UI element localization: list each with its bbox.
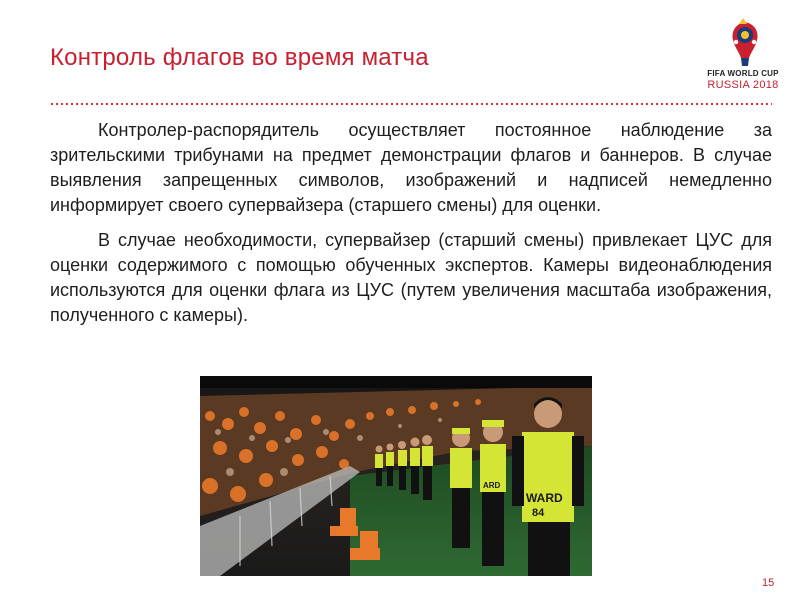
paragraph-1: Контролер-распорядитель осуществляет постоянное наблюдение за зрительскими трибунами на предмет демонстрации флагов и баннеров. В случае выявления запрещенных символов, изображений и надписей немедленно информирует своего супервайзера (старшего смены) для оценки. [50, 120, 772, 215]
page-number: 15 [762, 577, 775, 589]
slide-title: Контроль флагов во время матча [50, 44, 429, 71]
vest-text-right: WARD [526, 491, 563, 505]
title-divider [50, 101, 772, 107]
logo-caption-russia: RUSSIA 2018 [707, 79, 779, 91]
stadium-stewards-photo [200, 376, 592, 576]
paragraph-2: В случае необходимости, супервайзер (старший смены) привлекает ЦУС для оценки содержимого с помощью обученных экспертов. Камеры видеонаблюдения используются для оценки флага из ЦУС (путем увеличения масштаба изображения, полученного с камеры). [50, 230, 772, 325]
vest-text-left: ARD [483, 481, 501, 490]
body-text [50, 118, 772, 338]
vest-number: 84 [532, 507, 545, 519]
logo-caption-fifa: FIFA WORLD CUP [707, 69, 779, 78]
